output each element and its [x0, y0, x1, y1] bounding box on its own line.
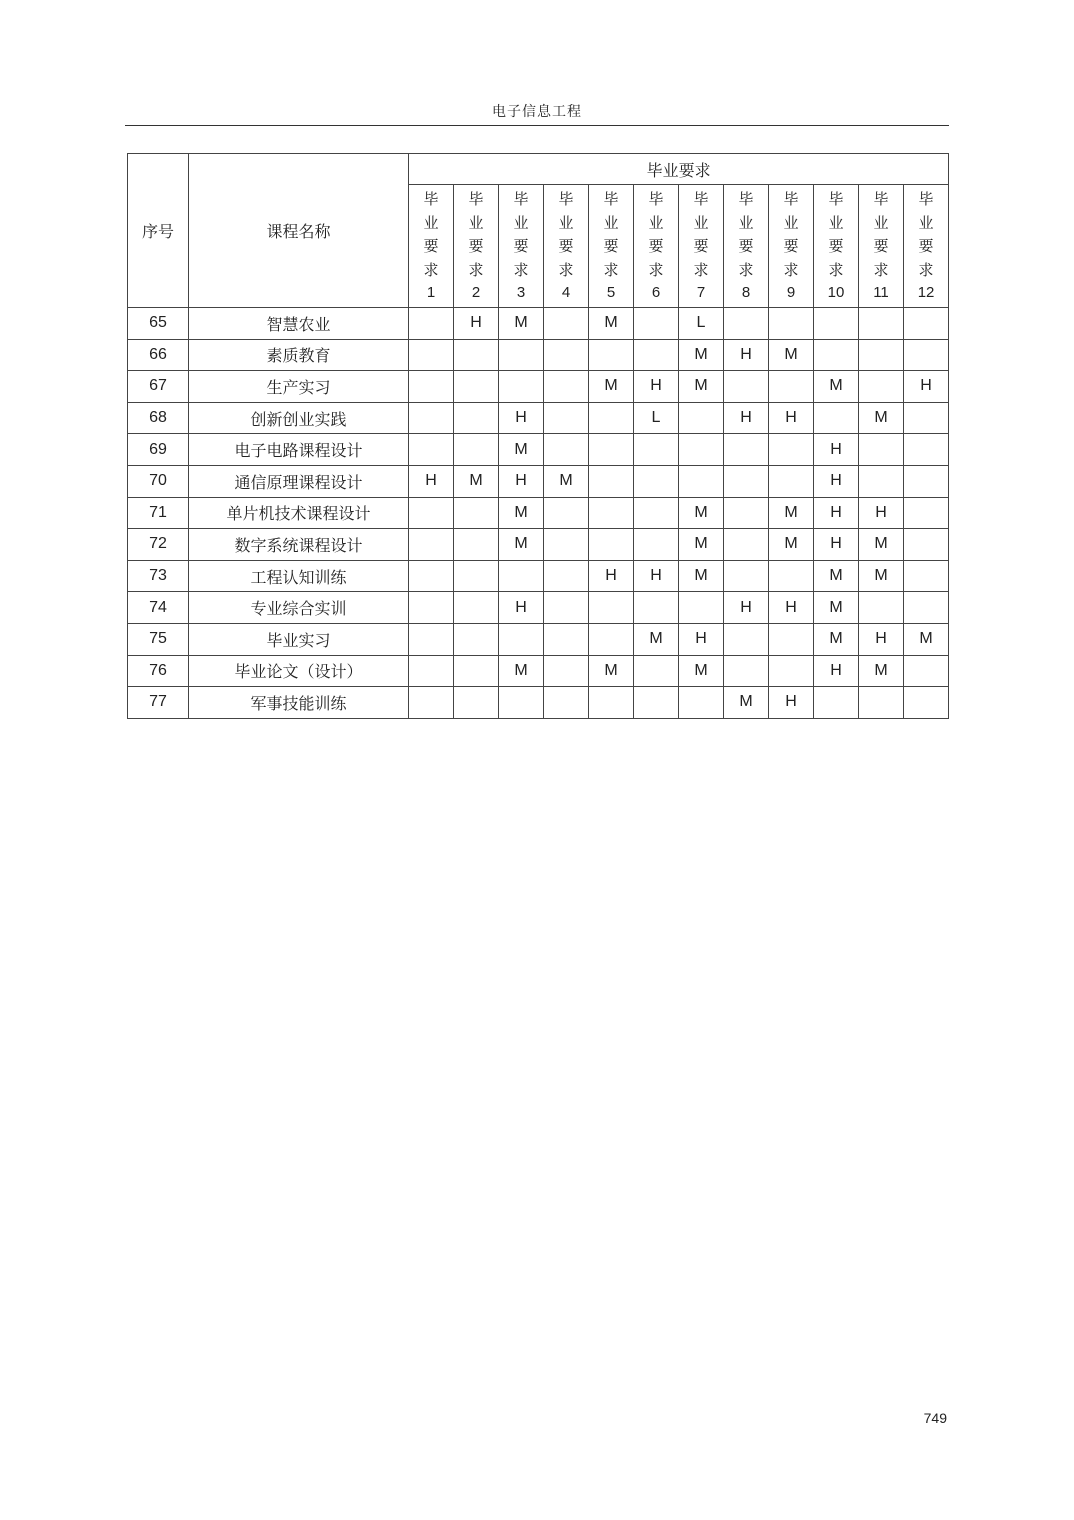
cell-row-number: 68 [128, 402, 189, 434]
cell-support-level [769, 371, 814, 403]
table-body [128, 308, 949, 719]
cell-support-level [679, 592, 724, 624]
cell-support-level [409, 308, 454, 340]
cell-support-level: H [814, 655, 859, 687]
column-header-req-12 [904, 185, 949, 308]
cell-course-name: 专业综合实训 [189, 592, 409, 624]
table-row [128, 687, 949, 719]
cell-support-level [679, 687, 724, 719]
cell-support-level [499, 339, 544, 371]
cell-support-level [769, 623, 814, 655]
cell-support-level [589, 402, 634, 434]
column-header-req-3 [499, 185, 544, 308]
cell-row-number: 66 [128, 339, 189, 371]
cell-support-level [544, 402, 589, 434]
cell-support-level [409, 434, 454, 466]
req-header-number: 7 [696, 284, 706, 301]
table-row [128, 371, 949, 403]
cell-support-level [544, 655, 589, 687]
column-header-req-7 [679, 185, 724, 308]
cell-support-level: M [904, 623, 949, 655]
cell-support-level [904, 465, 949, 497]
cell-support-level [634, 465, 679, 497]
req-header-label: 毕业要求 [603, 190, 619, 279]
table-row [128, 465, 949, 497]
cell-support-level: M [499, 434, 544, 466]
cell-support-level [679, 465, 724, 497]
cell-support-level: L [679, 308, 724, 340]
cell-support-level [544, 308, 589, 340]
cell-support-level: M [859, 402, 904, 434]
cell-support-level: M [679, 529, 724, 561]
cell-row-number: 65 [128, 308, 189, 340]
cell-support-level [454, 623, 499, 655]
cell-support-level [724, 623, 769, 655]
cell-course-name: 素质教育 [189, 339, 409, 371]
cell-support-level: H [814, 497, 859, 529]
cell-support-level: M [589, 371, 634, 403]
req-header-number: 9 [786, 284, 796, 301]
cell-support-level [634, 339, 679, 371]
cell-support-level: H [859, 623, 904, 655]
cell-support-level [679, 402, 724, 434]
cell-support-level [769, 465, 814, 497]
cell-support-level [409, 687, 454, 719]
column-header-name-label: 课程名称 [266, 222, 331, 241]
cell-course-name: 数字系统课程设计 [189, 529, 409, 561]
cell-support-level: M [679, 339, 724, 371]
cell-support-level: M [679, 560, 724, 592]
cell-support-level [409, 623, 454, 655]
cell-support-level: M [679, 371, 724, 403]
cell-support-level: H [814, 434, 859, 466]
req-header-number: 11 [873, 284, 889, 301]
cell-support-level: M [769, 497, 814, 529]
cell-support-level: H [724, 339, 769, 371]
cell-support-level: M [589, 308, 634, 340]
cell-support-level: H [589, 560, 634, 592]
cell-course-name: 通信原理课程设计 [189, 465, 409, 497]
table-row [128, 592, 949, 624]
cell-support-level [589, 497, 634, 529]
cell-support-level: M [499, 529, 544, 561]
cell-support-level [769, 655, 814, 687]
column-header-req-8 [724, 185, 769, 308]
cell-support-level [589, 434, 634, 466]
cell-support-level [814, 308, 859, 340]
cell-support-level [634, 434, 679, 466]
cell-course-name: 生产实习 [189, 371, 409, 403]
cell-support-level [454, 434, 499, 466]
running-header [125, 100, 949, 126]
cell-support-level [499, 623, 544, 655]
cell-support-level [859, 687, 904, 719]
cell-support-level [724, 560, 769, 592]
cell-support-level [859, 434, 904, 466]
cell-support-level [724, 465, 769, 497]
column-header-req-1 [409, 185, 454, 308]
cell-support-level [859, 465, 904, 497]
table-row [128, 339, 949, 371]
cell-support-level [634, 529, 679, 561]
cell-support-level [499, 687, 544, 719]
cell-support-level: H [634, 560, 679, 592]
cell-support-level [904, 592, 949, 624]
cell-support-level: H [724, 402, 769, 434]
column-group-header [409, 154, 949, 185]
cell-support-level [904, 497, 949, 529]
req-header-number: 10 [827, 284, 845, 301]
cell-support-level [724, 529, 769, 561]
cell-row-number: 69 [128, 434, 189, 466]
column-header-no [128, 154, 189, 308]
cell-support-level [409, 339, 454, 371]
req-header-label: 毕业要求 [738, 190, 754, 279]
cell-support-level [544, 371, 589, 403]
cell-support-level [409, 592, 454, 624]
cell-support-level: M [544, 465, 589, 497]
cell-support-level: M [859, 529, 904, 561]
table-row [128, 402, 949, 434]
req-header-label: 毕业要求 [558, 190, 574, 279]
table-row [128, 623, 949, 655]
cell-support-level [904, 687, 949, 719]
page-number-text: 749 [923, 1410, 947, 1426]
cell-support-level [634, 655, 679, 687]
cell-support-level [904, 308, 949, 340]
column-group-label: 毕业要求 [646, 160, 711, 180]
cell-support-level [634, 497, 679, 529]
req-header-number: 3 [516, 284, 526, 301]
cell-support-level [814, 339, 859, 371]
req-header-label: 毕业要求 [423, 190, 439, 279]
cell-support-level [409, 560, 454, 592]
cell-support-level [589, 465, 634, 497]
cell-support-level [454, 529, 499, 561]
cell-support-level [859, 592, 904, 624]
cell-support-level [454, 371, 499, 403]
cell-row-number: 74 [128, 592, 189, 624]
cell-support-level [544, 687, 589, 719]
cell-support-level: M [634, 623, 679, 655]
cell-support-level [589, 623, 634, 655]
cell-row-number: 71 [128, 497, 189, 529]
cell-row-number: 75 [128, 623, 189, 655]
column-header-no-label: 序号 [141, 222, 174, 241]
cell-support-level: H [409, 465, 454, 497]
cell-support-level: H [499, 465, 544, 497]
req-header-label: 毕业要求 [828, 190, 844, 279]
graduation-requirements-matrix [127, 153, 949, 719]
req-header-label: 毕业要求 [693, 190, 709, 279]
cell-support-level: H [769, 592, 814, 624]
cell-course-name: 军事技能训练 [189, 687, 409, 719]
req-header-number: 8 [741, 284, 751, 301]
req-header-label: 毕业要求 [468, 190, 484, 279]
cell-support-level: H [679, 623, 724, 655]
cell-support-level: H [769, 402, 814, 434]
cell-support-level: L [634, 402, 679, 434]
cell-support-level [589, 529, 634, 561]
req-header-number: 5 [606, 284, 616, 301]
cell-support-level [859, 308, 904, 340]
cell-support-level: H [814, 465, 859, 497]
column-header-req-10 [814, 185, 859, 308]
header-title: 电子信息工程 [492, 104, 582, 120]
cell-support-level: M [769, 339, 814, 371]
table-row [128, 308, 949, 340]
cell-support-level: H [499, 592, 544, 624]
cell-support-level: M [814, 560, 859, 592]
column-header-req-5 [589, 185, 634, 308]
cell-support-level [859, 339, 904, 371]
cell-support-level [544, 592, 589, 624]
cell-row-number: 72 [128, 529, 189, 561]
req-header-label: 毕业要求 [918, 190, 934, 279]
table-row [128, 434, 949, 466]
cell-support-level [769, 308, 814, 340]
cell-support-level: M [499, 308, 544, 340]
cell-support-level: H [454, 308, 499, 340]
column-header-name [189, 154, 409, 308]
cell-support-level [454, 402, 499, 434]
cell-support-level [544, 560, 589, 592]
cell-support-level: M [814, 623, 859, 655]
cell-support-level: M [454, 465, 499, 497]
cell-support-level [904, 402, 949, 434]
cell-support-level [634, 308, 679, 340]
cell-support-level [589, 592, 634, 624]
cell-support-level [724, 371, 769, 403]
cell-course-name: 工程认知训练 [189, 560, 409, 592]
cell-support-level [589, 687, 634, 719]
cell-support-level [409, 529, 454, 561]
cell-support-level: M [769, 529, 814, 561]
req-header-label: 毕业要求 [648, 190, 664, 279]
req-header-label: 毕业要求 [513, 190, 529, 279]
cell-support-level [544, 529, 589, 561]
table-row [128, 655, 949, 687]
cell-support-level [454, 560, 499, 592]
cell-course-name: 电子电路课程设计 [189, 434, 409, 466]
cell-course-name: 单片机技术课程设计 [189, 497, 409, 529]
req-header-label: 毕业要求 [873, 190, 889, 279]
cell-support-level [499, 560, 544, 592]
cell-support-level [634, 687, 679, 719]
cell-support-level [454, 655, 499, 687]
cell-course-name: 智慧农业 [189, 308, 409, 340]
cell-support-level [904, 434, 949, 466]
cell-support-level [409, 371, 454, 403]
column-header-req-2 [454, 185, 499, 308]
cell-support-level: M [499, 497, 544, 529]
cell-course-name: 毕业实习 [189, 623, 409, 655]
header-row-group [128, 154, 949, 185]
cell-support-level [544, 623, 589, 655]
cell-row-number: 77 [128, 687, 189, 719]
cell-row-number: 76 [128, 655, 189, 687]
req-header-number: 2 [471, 284, 481, 301]
cell-support-level: H [724, 592, 769, 624]
cell-support-level [904, 529, 949, 561]
column-header-req-9 [769, 185, 814, 308]
cell-support-level [814, 402, 859, 434]
table-row [128, 560, 949, 592]
cell-support-level: M [859, 560, 904, 592]
req-header-label: 毕业要求 [783, 190, 799, 279]
cell-support-level: M [724, 687, 769, 719]
cell-row-number: 73 [128, 560, 189, 592]
column-header-req-11 [859, 185, 904, 308]
cell-support-level: M [814, 592, 859, 624]
table-row [128, 529, 949, 561]
cell-support-level [454, 339, 499, 371]
page-number [900, 1410, 947, 1426]
cell-support-level [634, 592, 679, 624]
cell-support-level: H [634, 371, 679, 403]
cell-support-level [904, 560, 949, 592]
cell-support-level [904, 339, 949, 371]
cell-support-level [454, 592, 499, 624]
cell-support-level [454, 687, 499, 719]
req-header-number: 6 [651, 284, 661, 301]
cell-support-level [904, 655, 949, 687]
column-header-req-4 [544, 185, 589, 308]
cell-support-level [724, 497, 769, 529]
cell-support-level [544, 497, 589, 529]
cell-support-level [409, 497, 454, 529]
cell-support-level [769, 560, 814, 592]
req-header-number: 1 [426, 284, 436, 301]
cell-support-level [769, 434, 814, 466]
cell-support-level [814, 687, 859, 719]
cell-support-level [454, 497, 499, 529]
cell-support-level [589, 339, 634, 371]
cell-support-level [859, 371, 904, 403]
cell-support-level [499, 371, 544, 403]
cell-row-number: 70 [128, 465, 189, 497]
cell-support-level: H [769, 687, 814, 719]
cell-support-level [409, 655, 454, 687]
cell-support-level [724, 308, 769, 340]
req-header-number: 12 [917, 284, 935, 301]
cell-support-level [544, 434, 589, 466]
cell-support-level [724, 434, 769, 466]
cell-support-level [544, 339, 589, 371]
cell-row-number: 67 [128, 371, 189, 403]
table-row [128, 497, 949, 529]
cell-support-level: M [814, 371, 859, 403]
cell-support-level: M [679, 497, 724, 529]
cell-support-level: M [679, 655, 724, 687]
cell-support-level: M [589, 655, 634, 687]
cell-support-level [409, 402, 454, 434]
cell-support-level: M [859, 655, 904, 687]
req-header-number: 4 [561, 284, 571, 301]
cell-course-name: 创新创业实践 [189, 402, 409, 434]
cell-course-name: 毕业论文（设计） [189, 655, 409, 687]
cell-support-level [679, 434, 724, 466]
cell-support-level: H [814, 529, 859, 561]
cell-support-level: H [499, 402, 544, 434]
cell-support-level: H [859, 497, 904, 529]
cell-support-level [724, 655, 769, 687]
column-header-req-6 [634, 185, 679, 308]
cell-support-level: H [904, 371, 949, 403]
cell-support-level: M [499, 655, 544, 687]
table-header [128, 154, 949, 308]
